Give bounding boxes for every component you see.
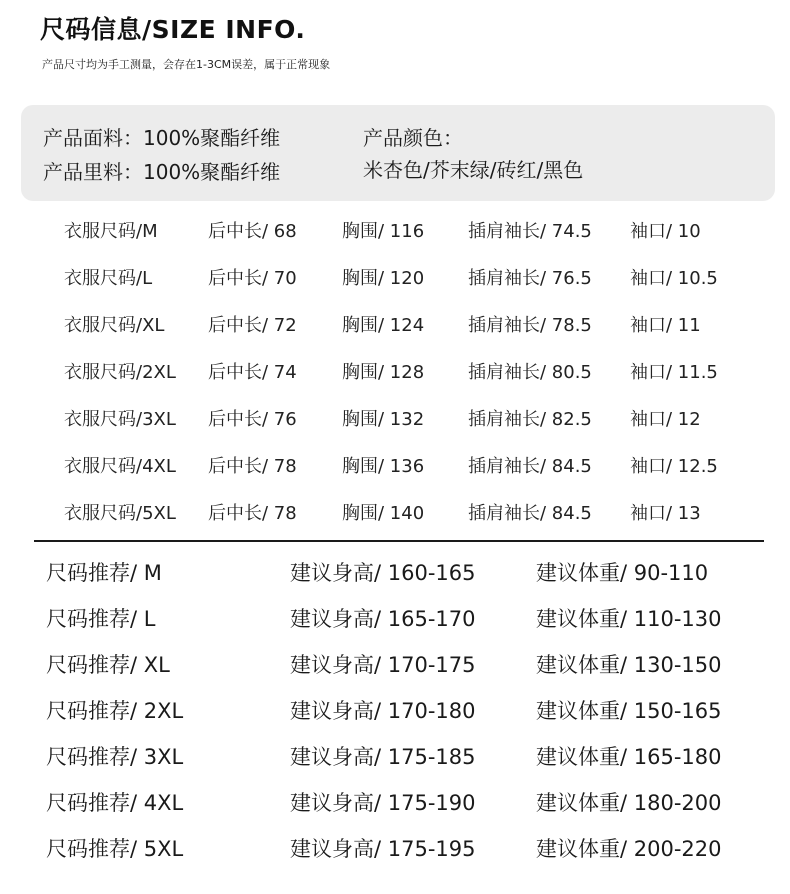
raglan-sleeve-length: 插肩袖长/ 76.5 — [468, 268, 592, 289]
chest: 胸围/ 124 — [342, 315, 425, 336]
recommendation-row — [0, 640, 790, 686]
suggested-weight: 建议体重/ 200-220 — [536, 837, 722, 861]
size-chart-row — [0, 346, 790, 392]
chest: 胸围/ 116 — [342, 221, 425, 242]
chest: 胸围/ 132 — [342, 409, 425, 430]
recommendation-row — [0, 548, 790, 594]
cuff: 袖口/ 12.5 — [630, 456, 718, 477]
suggested-weight: 建议体重/ 180-200 — [536, 791, 722, 815]
recommendation-row — [0, 732, 790, 778]
back-length: 后中长/ 78 — [208, 456, 297, 477]
back-length: 后中长/ 72 — [208, 315, 297, 336]
product-info-panel — [21, 105, 775, 201]
size-chart-row — [0, 205, 790, 251]
recommended-size: 尺码推荐/ 4XL — [46, 791, 184, 815]
chest: 胸围/ 140 — [342, 503, 425, 524]
recommended-size: 尺码推荐/ 2XL — [46, 699, 184, 723]
color-options-text: 米杏色/芥末绿/砖红/黑色 — [363, 158, 584, 182]
cuff: 袖口/ 11.5 — [630, 362, 718, 383]
raglan-sleeve-length: 插肩袖长/ 80.5 — [468, 362, 592, 383]
recommended-size: 尺码推荐/ 3XL — [46, 745, 184, 769]
cuff: 袖口/ 10.5 — [630, 268, 718, 289]
garment-size: 衣服尺码/L — [64, 268, 153, 289]
cuff: 袖口/ 13 — [630, 503, 701, 524]
cuff: 袖口/ 11 — [630, 315, 701, 336]
suggested-weight: 建议体重/ 165-180 — [536, 745, 722, 769]
back-length: 后中长/ 74 — [208, 362, 297, 383]
garment-size: 衣服尺码/2XL — [64, 362, 176, 383]
suggested-height: 建议身高/ 175-185 — [290, 745, 476, 769]
size-chart-row — [0, 252, 790, 298]
measurement-note: 产品尺寸均为手工测量，会存在1-3CM误差，属于正常现象 — [42, 58, 331, 71]
color-label: 产品颜色： — [363, 126, 463, 150]
back-length: 后中长/ 76 — [208, 409, 297, 430]
recommendation-row — [0, 778, 790, 824]
chest: 胸围/ 136 — [342, 456, 425, 477]
suggested-height: 建议身高/ 175-195 — [290, 837, 476, 861]
suggested-height: 建议身高/ 175-190 — [290, 791, 476, 815]
recommended-size: 尺码推荐/ M — [46, 561, 162, 585]
size-chart-row — [0, 487, 790, 533]
lining-fabric-text: 产品里料：100%聚酯纤维 — [43, 160, 281, 184]
suggested-weight: 建议体重/ 130-150 — [536, 653, 722, 677]
recommended-size: 尺码推荐/ XL — [46, 653, 170, 677]
suggested-height: 建议身高/ 165-170 — [290, 607, 476, 631]
recommendation-row — [0, 594, 790, 640]
raglan-sleeve-length: 插肩袖长/ 74.5 — [468, 221, 592, 242]
chest: 胸围/ 128 — [342, 362, 425, 383]
outer-fabric-text: 产品面料：100%聚酯纤维 — [43, 126, 281, 150]
page-title: 尺码信息/SIZE INFO. — [40, 15, 306, 44]
raglan-sleeve-length: 插肩袖长/ 82.5 — [468, 409, 592, 430]
raglan-sleeve-length: 插肩袖长/ 84.5 — [468, 503, 592, 524]
recommendation-row — [0, 824, 790, 870]
garment-size: 衣服尺码/3XL — [64, 409, 176, 430]
cuff: 袖口/ 10 — [630, 221, 701, 242]
size-chart-row — [0, 299, 790, 345]
garment-size: 衣服尺码/XL — [64, 315, 165, 336]
back-length: 后中长/ 70 — [208, 268, 297, 289]
garment-size: 衣服尺码/M — [64, 221, 158, 242]
suggested-height: 建议身高/ 170-180 — [290, 699, 476, 723]
back-length: 后中长/ 78 — [208, 503, 297, 524]
suggested-height: 建议身高/ 160-165 — [290, 561, 476, 585]
recommended-size: 尺码推荐/ L — [46, 607, 156, 631]
suggested-height: 建议身高/ 170-175 — [290, 653, 476, 677]
chest: 胸围/ 120 — [342, 268, 425, 289]
size-chart-row — [0, 393, 790, 439]
back-length: 后中长/ 68 — [208, 221, 297, 242]
recommended-size: 尺码推荐/ 5XL — [46, 837, 184, 861]
garment-size: 衣服尺码/4XL — [64, 456, 176, 477]
garment-size: 衣服尺码/5XL — [64, 503, 176, 524]
raglan-sleeve-length: 插肩袖长/ 78.5 — [468, 315, 592, 336]
suggested-weight: 建议体重/ 110-130 — [536, 607, 722, 631]
raglan-sleeve-length: 插肩袖长/ 84.5 — [468, 456, 592, 477]
section-divider — [34, 540, 764, 542]
cuff: 袖口/ 12 — [630, 409, 701, 430]
suggested-weight: 建议体重/ 90-110 — [536, 561, 709, 585]
size-chart-row — [0, 440, 790, 486]
suggested-weight: 建议体重/ 150-165 — [536, 699, 722, 723]
recommendation-row — [0, 686, 790, 732]
